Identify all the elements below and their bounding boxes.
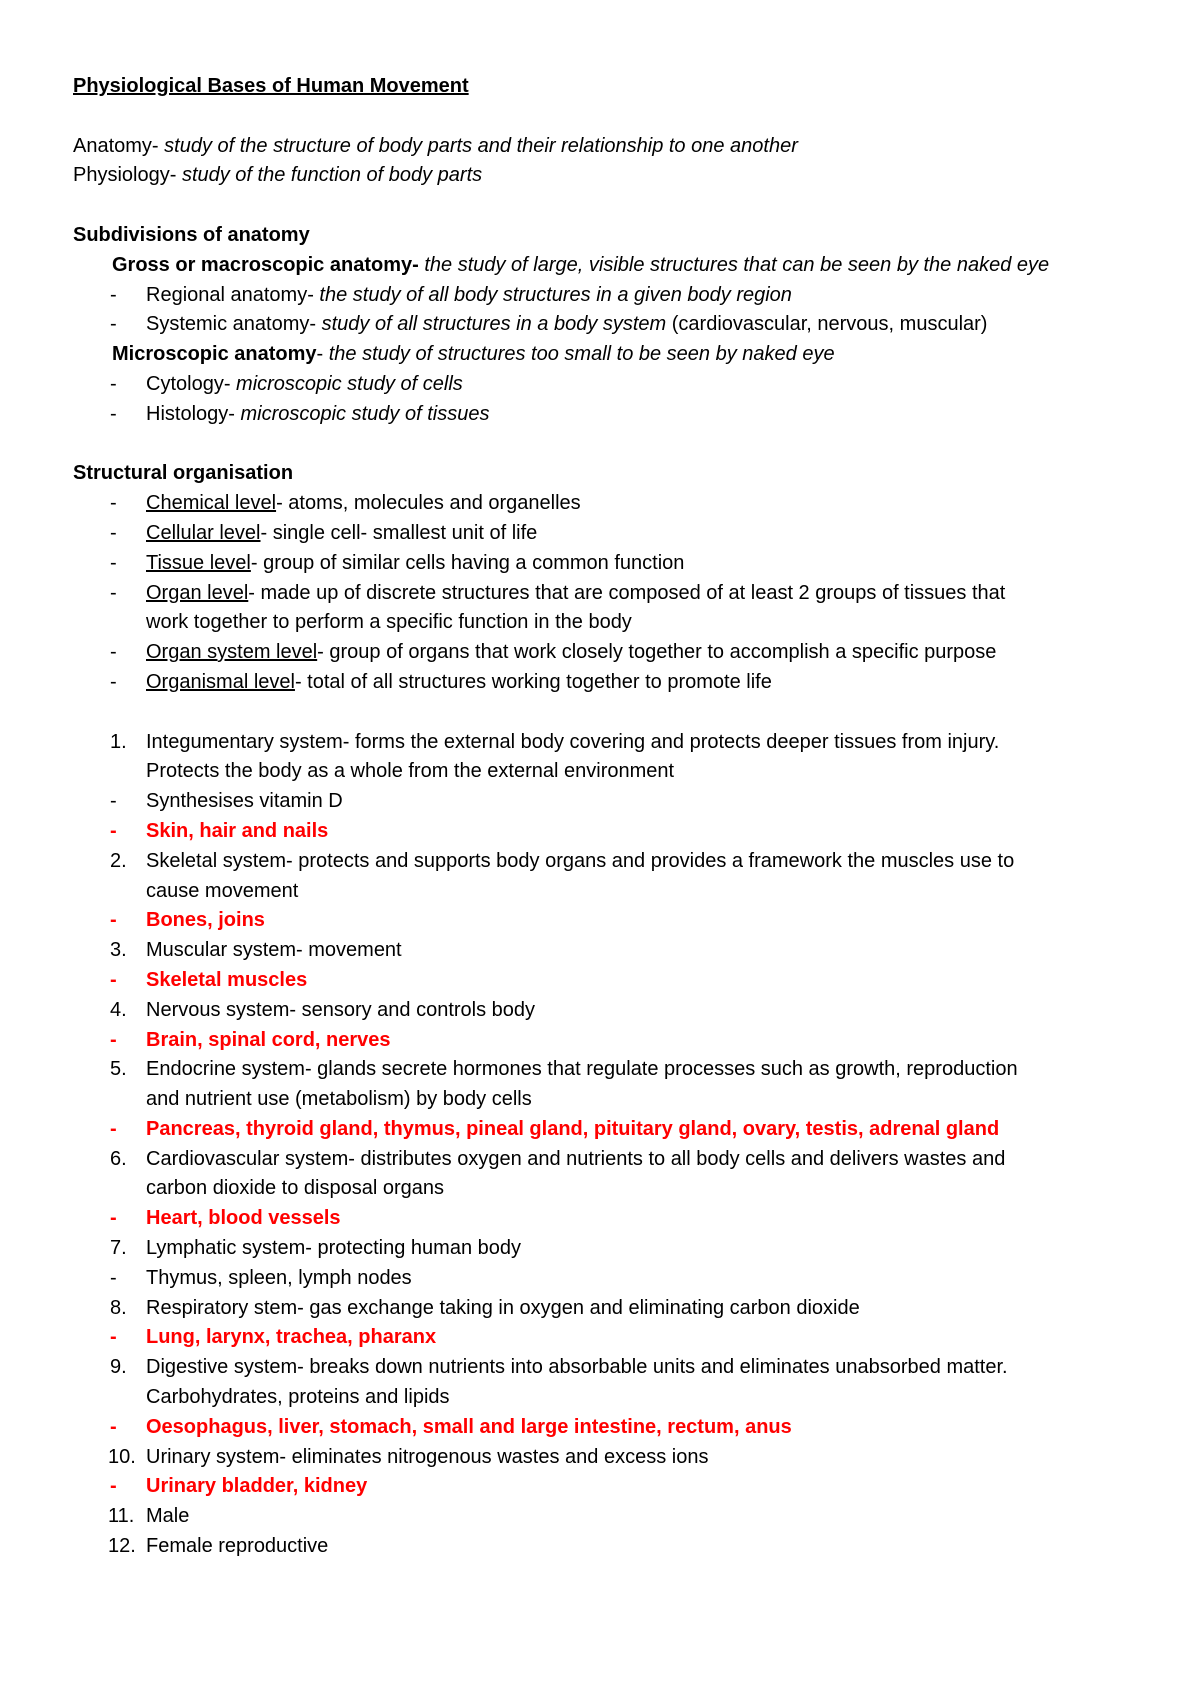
bullet-dash: - (110, 551, 117, 574)
organ-list-item (73, 1204, 1133, 1234)
bullet-dash: - (110, 581, 117, 604)
list-item: - Cytology- microscopic study of cells (73, 370, 1133, 400)
bullet-dash: - (110, 521, 117, 544)
bullet-dash: - (110, 909, 117, 932)
organ-list-item (73, 1472, 1133, 1502)
list-number: 3. (110, 939, 127, 962)
organ-list-item (73, 1115, 1133, 1145)
bullet-dash: - (110, 641, 117, 664)
system-text: Respiratory stem- gas exchange taking in oxygen and eliminating carbon dioxide (146, 1296, 860, 1319)
numbered-item (73, 1234, 1133, 1264)
page-title: Physiological Bases of Human Movement (73, 75, 469, 97)
level-term: Organ system level (146, 641, 318, 664)
list-number: 9. (110, 1356, 127, 1379)
list-item (73, 489, 1133, 519)
numbered-item (73, 1294, 1133, 1324)
organ-list-item (73, 1413, 1133, 1443)
microscopic-anatomy-line: Microscopic anatomy- the study of structures too small to be seen by naked eye (112, 343, 835, 366)
level-text: - made up of discrete structures that are composed of at least 2 groups of tissues that (248, 581, 1006, 604)
list-item: - Regional anatomy- the study of all body structures in a given body region (73, 281, 1133, 311)
bullet-dash: - (110, 492, 117, 515)
level-text: - group of organs that work closely together to accomplish a specific purpose (317, 641, 997, 664)
list-number: 8. (110, 1296, 127, 1319)
list-number: 4. (110, 998, 127, 1021)
list-number: 1. (110, 730, 127, 753)
level-text: - group of similar cells having a common function (250, 551, 685, 574)
bullet-dash: - (110, 670, 117, 693)
bullet-text: Heart, blood vessels (146, 1207, 341, 1230)
system-text: Cardiovascular system- distributes oxygen and nutrients to all body cells and delivers wastes and (146, 1147, 1006, 1170)
bullet-dash: - (110, 1475, 117, 1498)
level-term: Tissue level (146, 551, 251, 574)
bullet-text: Lung, larynx, trachea, pharanx (146, 1326, 437, 1349)
system-text: Digestive system- breaks down nutrients into absorbable units and eliminates unabsorbed matter. (146, 1356, 1008, 1379)
system-text: Endocrine system- glands secrete hormones that regulate processes such as growth, reproduction (146, 1058, 1018, 1081)
system-text: Urinary system- eliminates nitrogenous wastes and excess ions (146, 1445, 709, 1468)
numbered-item (73, 1502, 1133, 1532)
microscopic-anatomy-text: the study of structures too small to be seen by naked eye (323, 343, 835, 366)
system-text: Female reproductive (146, 1535, 329, 1558)
list-number: 5. (110, 1058, 127, 1081)
bullet-text: Brain, spinal cord, nerves (146, 1028, 391, 1051)
gross-anatomy-text: the study of large, visible structures that can be seen by the naked eye (418, 253, 1050, 276)
definition-anatomy (73, 132, 1133, 162)
bullet-dash: - (110, 1207, 117, 1230)
numbered-item (73, 996, 1133, 1026)
numbered-item (73, 728, 1133, 758)
list-item (73, 1264, 1133, 1294)
organ-list-item (73, 1323, 1133, 1353)
list-item-continuation: and nutrient use (metabolism) by body cells (146, 1088, 532, 1111)
bullet-dash: - (110, 283, 117, 306)
numbered-item (73, 1145, 1133, 1175)
bullet-dash: - (110, 1326, 117, 1349)
bullet-text: Bones, joins (146, 909, 265, 932)
bullet-dash: - (110, 790, 117, 813)
numbered-item (73, 1353, 1133, 1383)
list-item (73, 787, 1133, 817)
list-item (73, 579, 1133, 609)
list-number: 6. (110, 1147, 127, 1170)
spacer (73, 191, 1133, 221)
list-item (73, 668, 1133, 698)
definition-physiology (73, 161, 1133, 191)
list-number: 10. (108, 1445, 136, 1468)
list-item (73, 519, 1133, 549)
definition-text: study of the function of body parts (176, 164, 483, 187)
level-text: - atoms, molecules and organelles (276, 492, 581, 515)
list-number: 11. (108, 1505, 135, 1528)
list-item-continuation: Carbohydrates, proteins and lipids (146, 1386, 450, 1409)
list-item (73, 638, 1133, 668)
organ-list-item (73, 906, 1133, 936)
level-text: - total of all structures working together to promote life (294, 670, 772, 693)
list-number: 7. (110, 1237, 127, 1260)
section-heading-structural: Structural organisation (73, 462, 294, 485)
bullet-dash: - (110, 1415, 117, 1438)
list-number: 2. (110, 849, 127, 872)
list-item-continuation: cause movement (146, 879, 299, 902)
bullet-dash: - (110, 819, 117, 842)
system-text: Male (146, 1505, 190, 1528)
bullet-dash: - (110, 968, 117, 991)
definition-term: Physiology- (73, 164, 177, 187)
section-heading-subdivisions: Subdivisions of anatomy (73, 223, 310, 246)
gross-anatomy-line (73, 251, 1133, 281)
structural-list (73, 489, 1133, 698)
bullet-text: Pancreas, thyroid gland, thymus, pineal gland, pituitary gland, ovary, testis, adrenal gland (146, 1117, 1000, 1140)
microscopic-anatomy-term: Microscopic anatomy (112, 343, 317, 366)
system-text: Skeletal system- protects and supports body organs and provides a framework the muscles use to (146, 849, 1015, 872)
system-text: Nervous system- sensory and controls body (146, 998, 536, 1021)
numbered-item (73, 1443, 1133, 1473)
list-item-continuation: work together to perform a specific function in the body (146, 611, 632, 634)
document-page (73, 72, 1133, 1562)
bullet-dash: - (110, 402, 117, 425)
bullet-text: Thymus, spleen, lymph nodes (146, 1266, 412, 1289)
numbered-item (73, 936, 1133, 966)
organ-list-item (73, 1026, 1133, 1056)
bullet-text: Skeletal muscles (146, 968, 308, 991)
list-item-continuation: Protects the body as a whole from the external environment (146, 760, 675, 783)
definition-text: study of the structure of body parts and their relationship to one another (158, 134, 798, 157)
gross-anatomy-term: Gross or macroscopic anatomy- (112, 253, 419, 276)
list-item: - Histology- microscopic study of tissues (73, 400, 1133, 430)
level-term: Organismal level (146, 670, 295, 693)
spacer (73, 430, 1133, 460)
bullet-text: Synthesises vitamin D (146, 790, 343, 813)
system-text: Integumentary system- forms the external body covering and protects deeper tissues from injury. (146, 730, 1000, 753)
system-text: Lymphatic system- protecting human body (146, 1237, 521, 1260)
bullet-text: Urinary bladder, kidney (146, 1475, 368, 1498)
body-systems-list (73, 728, 1133, 1562)
spacer (73, 698, 1133, 728)
level-term: Chemical level (146, 492, 277, 515)
definition-term: Anatomy- (73, 134, 159, 157)
bullet-dash: - (110, 1266, 117, 1289)
list-number: 12. (108, 1535, 136, 1558)
bullet-text: Oesophagus, liver, stomach, small and large intestine, rectum, anus (146, 1415, 792, 1438)
numbered-item (73, 847, 1133, 877)
level-term: Cellular level (146, 521, 261, 544)
list-item: - Systemic anatomy- study of all structures in a body system (cardiovascular, nervous, muscular) (73, 310, 1133, 340)
bullet-dash: - (110, 372, 117, 395)
system-text: Muscular system- movement (146, 939, 402, 962)
numbered-item (73, 1055, 1133, 1085)
bullet-dash: - (110, 1117, 117, 1140)
bullet-dash: - (110, 1028, 117, 1051)
bullet-dash: - (110, 313, 117, 336)
level-text: - single cell- smallest unit of life (260, 521, 538, 544)
spacer (73, 102, 1133, 132)
level-term: Organ level (146, 581, 249, 604)
numbered-item (73, 1532, 1133, 1562)
organ-list-item (73, 817, 1133, 847)
bullet-text: Skin, hair and nails (146, 819, 329, 842)
list-item-continuation: carbon dioxide to disposal organs (146, 1177, 444, 1200)
list-item (73, 549, 1133, 579)
organ-list-item (73, 966, 1133, 996)
